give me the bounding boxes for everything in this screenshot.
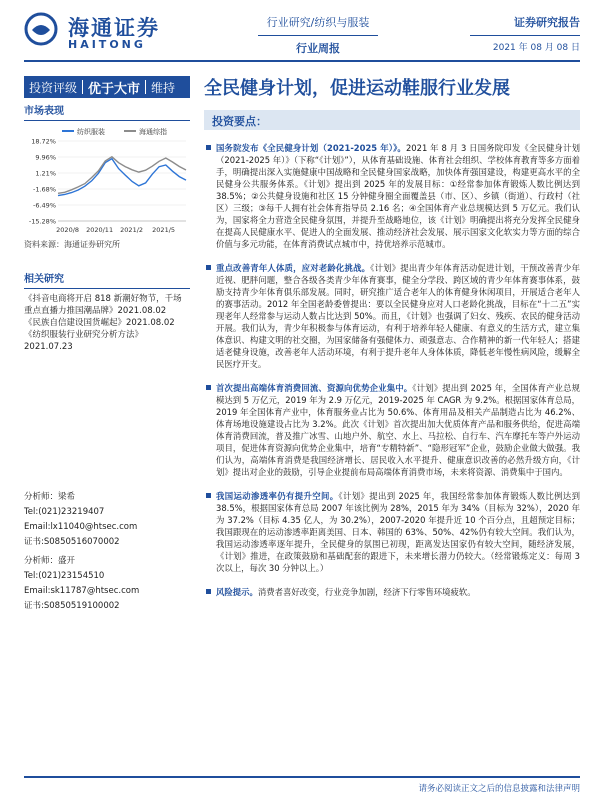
related-item[interactable]: 《纺织服装行业研究分析方法》2021.07.23 [24, 330, 144, 352]
x-tick-label: 2021/5 [152, 226, 176, 234]
key-point-paragraph [204, 142, 580, 250]
report-header [0, 0, 600, 62]
rating-label: 投资评级 [29, 80, 78, 95]
y-tick-label: -1.68% [33, 185, 56, 194]
analyst-2-name: 分析师：盛开 [24, 556, 76, 566]
rating-status: 维持 [151, 80, 176, 95]
key-point-paragraph [204, 382, 580, 478]
key-point-body: 《计划》提出到 2025 年，全国体育产业总规模达到 5 万亿元，2019 年为 2.9 万亿元，2019-2025 年 CAGR 为 9.2%。根据国家体育总局，2019 年全国体育产业中，体育服务业占比为 50.6%、体育用品及相关产品制造占比为 46.2%、体育场地设施建设占比为 3.2%。此次《计划》首次提出加大优质体育产品和服务供给，促进高端体育消费回流，普及推广冰雪、山地户外、航空、水上、马拉松、自行车、汽车摩托车等户外运动项目，促进体育资源向优势企业集中，培育“专精特新”、“隐形冠军”企业，鼓励企业做大做强。我们认为，高端体育消费是我国经济增长、居民收入水平提升、健康意识改善的必然升级方向，《计划》提出对企业的鼓励，引导企业提前布局高端体育消费市场，未来将资源、消费集中于国内。 [216, 383, 580, 477]
analyst-info [24, 490, 190, 614]
y-tick-label: -6.49% [33, 201, 56, 210]
y-tick-label: -15.28% [28, 217, 56, 226]
report-title: 全民健身计划，促进运动鞋服行业发展 [204, 78, 510, 99]
haitong-logo-icon [24, 12, 58, 46]
analyst-1-name: 分析师：梁希 [24, 492, 76, 502]
bullet-icon [206, 589, 211, 594]
sidebar [24, 102, 190, 353]
market-section-title: 市场表现 [24, 102, 190, 121]
analyst-1-cert: 证书:S0850516070002 [24, 537, 120, 547]
key-point-lead: 国务院发布《全民健身计划（2021-2025 年）》。 [216, 143, 406, 153]
chart-source: 资料来源：海通证券研究所 [24, 240, 120, 249]
y-tick-label: 9.96% [35, 153, 56, 162]
x-tick-label: 2020/11 [86, 226, 114, 234]
report-date: 2021 年 08 月 08 日 [492, 43, 580, 53]
footer-disclaimer: 请务必阅读正文之后的信息披露和法律声明 [418, 784, 580, 794]
y-tick-label: 1.21% [35, 169, 56, 178]
key-point-paragraph [204, 490, 580, 574]
main-content [204, 110, 580, 598]
rating-value: 优于大市 [88, 81, 141, 97]
investment-rating-bar [24, 76, 190, 98]
key-point-body: 《计划》提出青少年体育活动促进计划，干预改善青少年近视、肥胖问题，整合各级各类青少年体育赛事，健全分学段、跨区域的青少年体育赛事体系，鼓励支持青少年体育俱乐部发展。同时，研究推广适合老年人的体育健身休闲项目，开展适合老年人的赛事活动。2012 年全国老龄委曾提出：要以全民健身应对人口老龄化挑战，目标在“十二五”实现老年人经常参与运动人数占比达到 50%。而且，《计划》也强调了妇女、残疾、农民的健身活动开展。我们认为，青少年积极参与体育运动，有利于培养年轻人健康、有意义的生活方式，建立集体意识、构建文明的社交圈，为国家储备有强健体力、顽强意志、合作精神的新一代年轻人；搭建适老健身设施，改善老年人活动环境，有利于提升老年人身体体质，降低老年慢性病风险，缓解全民医疗开支。 [216, 263, 581, 369]
legend-label: 纺织服装 [77, 128, 105, 136]
report-category: 行业研究/纺织与服装 [258, 14, 378, 36]
y-tick-label: 18.72% [31, 137, 56, 146]
report-type: 行业周报 [296, 42, 340, 55]
market-chart-svg [24, 125, 190, 235]
related-section-title: 相关研究 [24, 270, 190, 289]
x-tick-label: 2020/8 [56, 226, 80, 234]
analyst-2-tel: Tel:(021)23154510 [24, 571, 105, 581]
header-divider [24, 60, 580, 62]
key-point-lead: 重点改善青年人体质，应对老龄化挑战。 [216, 263, 371, 273]
report-category-block [258, 14, 378, 56]
related-item[interactable]: 《民族自信建设国货崛起》2021.08.02 [24, 318, 175, 328]
logo-text-cn: 海通证券 [68, 15, 160, 40]
analyst-1-email[interactable]: Email:lx11040@htsec.com [24, 522, 138, 532]
key-point-lead: 我国运动渗透率仍有提升空间。 [216, 491, 339, 501]
analyst-1-tel: Tel:(021)23219407 [24, 507, 105, 517]
footer-divider [24, 776, 580, 778]
report-series: 证券研究报告 [470, 14, 580, 36]
key-point-body: 消费者喜好改变，行业竞争加剧，经济下行零售环境疲软。 [257, 587, 476, 597]
key-point-paragraph [204, 586, 580, 598]
logo-text-en: HAITONG [68, 38, 146, 51]
x-tick-label: 2021/2 [120, 226, 144, 234]
key-point-body: 2021 年 8 月 3 日国务院印发《全民健身计划（2021-2025 年）》（下称“《计划》”），从体育基础设施、体育社会组织、学校体育教育等多方面着手，明确提出深入实施健康中国战略和全民健身国家战略，加快体育强国建设，构建更高水平的全民健身公共服务体系。《计划》提出到 2025 年的发展目标：①经常参加体育锻炼人数比例达到 38.5%；②公共健身设施和社区 15 分钟健身圈全面覆盖县（市、区）、乡镇（街道）、行政村（社区）三级；③每千人拥有社会体育指导员 2.16 名；④全国体育产业总规模达到 5 万亿元。我们认为，国家将全力营造全民健身氛围，并提升至战略地位，该《计划》明确提出将充分发挥全民健身在提高人民健康水平、促进人的全面发展、推动经济社会发展、展示国家文化软实力等方面的综合价值与多元功能，在体育消费试点城市中，持优培养示范城市。 [216, 143, 581, 249]
analyst-2-email[interactable]: Email:sk11787@htsec.com [24, 586, 140, 596]
related-research [24, 270, 190, 353]
legend-label: 海通综指 [139, 128, 167, 136]
bullet-icon [206, 385, 211, 390]
key-point-paragraph [204, 262, 580, 370]
key-point-body: 《计划》提出到 2025 年，我国经常参加体育锻炼人数比例达到 38.5%，根据国家体育总局 2007 年该比例为 28%，2015 年为 34%（目标为 32%），2020 年为 37.2%（目标 4.35 亿人，为 30.2%），2007-2020 年提升近 10 个百分点，且超预定目标；我国跟现在的运动渗透率距离美国、日本、韩国的 63%、50%、42%仍有较大空间。我们认为，我国运动渗透率逐年提升，全民健身的氛围已初现，距离发达国家仍有较大空间，随经济发展，《计划》推进，在政策鼓励和基础配套的跟进下，未来增长潜力仍较大。（经常锻炼定义：每周 3 次以上，每次 30 分钟以上。） [216, 491, 580, 573]
series-line [58, 157, 186, 194]
haitong-logo [24, 10, 174, 52]
bullet-icon [206, 493, 211, 498]
key-points-heading: 投资要点： [204, 110, 580, 130]
market-performance-chart [24, 125, 190, 235]
related-item[interactable]: 《抖音电商将开启 818 新潮好物节，千场重点直播力推国潮品牌》2021.08.02 [24, 294, 182, 316]
key-point-lead: 首次提出高端体育消费回流、资源向优势企业集中。 [216, 383, 413, 393]
report-series-block [470, 14, 580, 53]
analyst-2-cert: 证书:S0850519100002 [24, 601, 120, 611]
bullet-icon [206, 145, 211, 150]
key-point-lead: 风险提示。 [216, 587, 258, 597]
bullet-icon [206, 265, 211, 270]
